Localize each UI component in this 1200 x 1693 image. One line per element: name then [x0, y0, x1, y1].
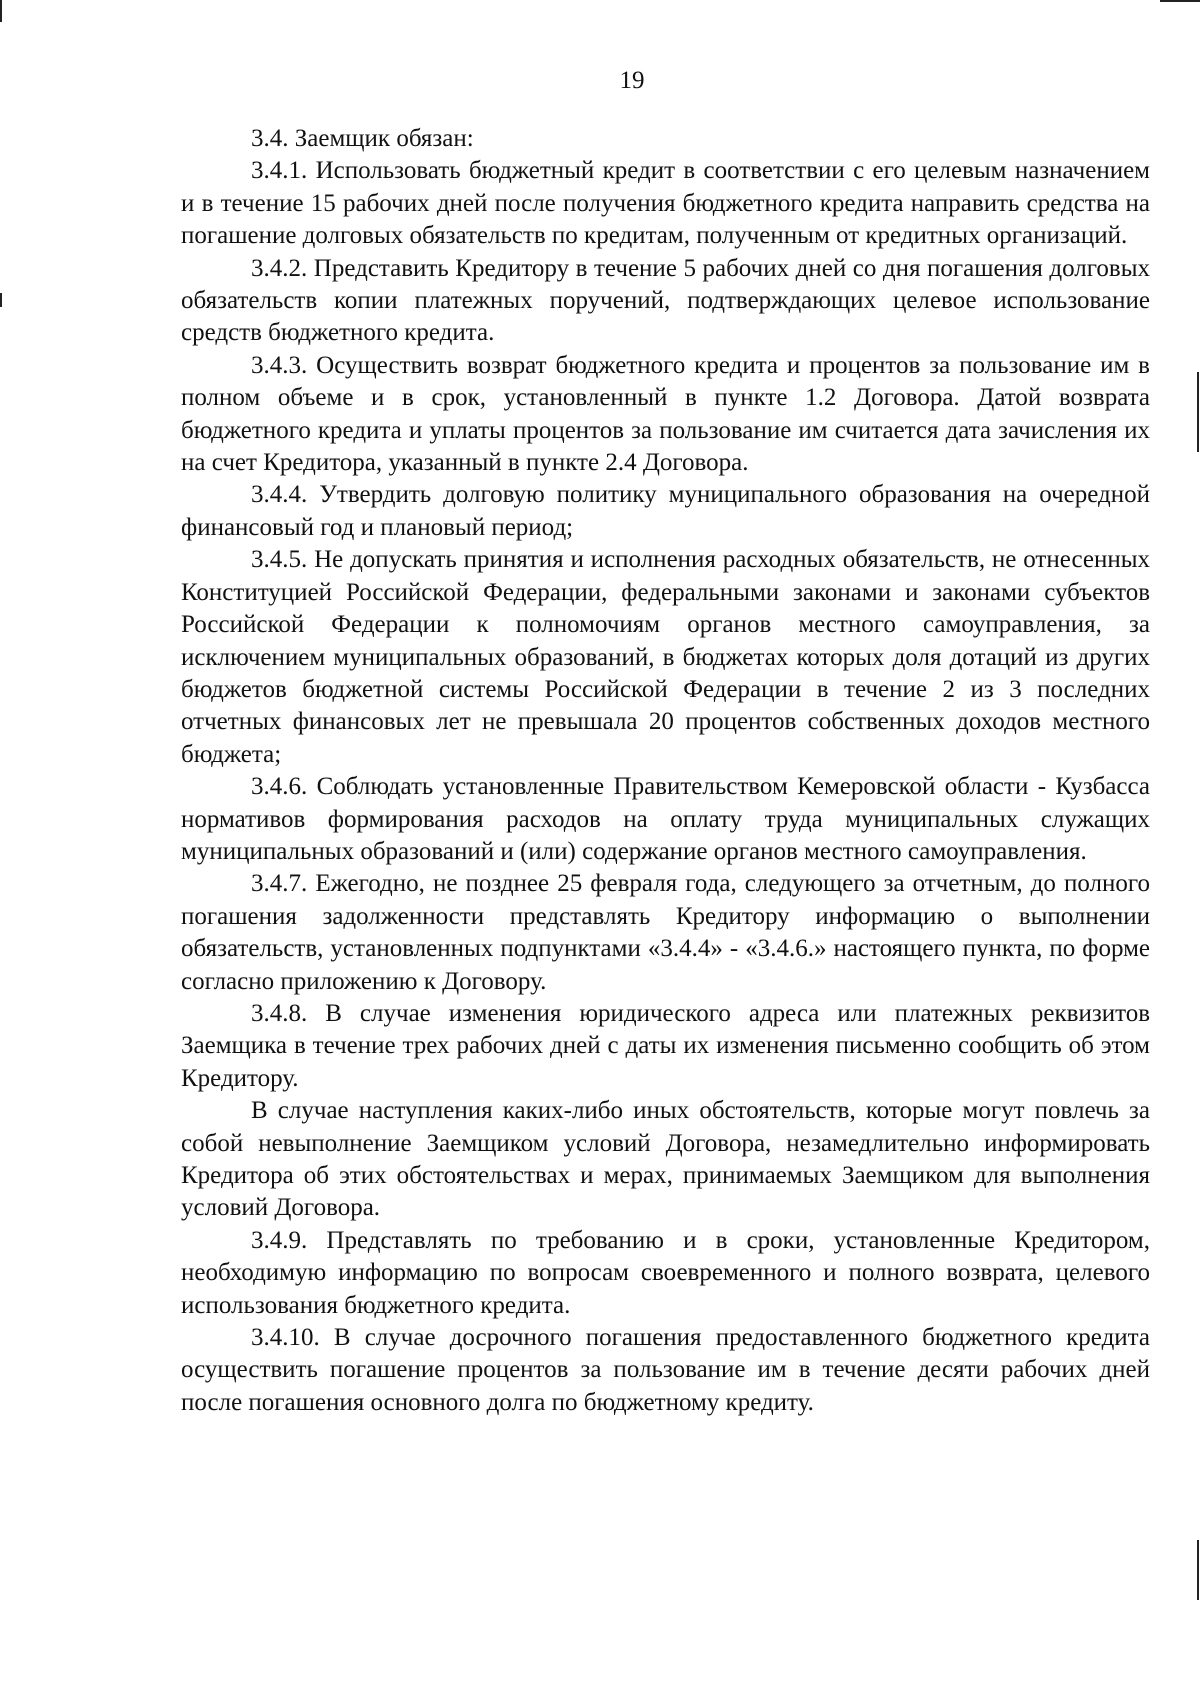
paragraph-3-4-6: 3.4.6. Соблюдать установленные Правительством Кемеровской области - Кузбасса нормативов формирования расходов на оплату труда муниципальных служащих муниципальных образований и (или) содержание органов местного самоуправления.	[181, 773, 1150, 865]
scan-edge-mark-left	[0, 293, 2, 307]
paragraph-3-4-4: 3.4.4. Утвердить долговую политику муниципального образования на очередной финансовый год и плановый период;	[181, 481, 1150, 541]
paragraph-3-4-7: 3.4.7. Ежегодно, не позднее 25 февраля года, следующего за отчетным, до полного погашения задолженности представлять Кредитору информацию о выполнении обязательств, установленных подпунктами «3.4.4» - «3.4.6.» настоящего пункта, по форме согласно приложению к Договору.	[181, 870, 1150, 995]
paragraph-3-4-8-continued: В случае наступления каких-либо иных обстоятельств, которые могут повлечь за собой невыполнение Заемщиком условий Договора, незамедлительно информировать Кредитора об этих обстоятельствах и мерах, принимаемых Заемщиком для выполнения условий Договора.	[181, 1097, 1150, 1222]
paragraph-3-4-2: 3.4.2. Представить Кредитору в течение 5 рабочих дней со дня погашения долговых обязательств копии платежных поручений, подтверждающих целевое использование средств бюджетного кредита.	[181, 254, 1150, 347]
page-number: 19	[619, 67, 645, 94]
paragraph-3-4-3: 3.4.3. Осуществить возврат бюджетного кредита и процентов за пользование им в полном объеме и в срок, установленный в пункте 1.2 Договора. Датой возврата бюджетного кредита и уплаты процентов за пользование им считается дата зачисления их на счет Кредитора, указанный в пункте 2.4 Договора.	[181, 351, 1150, 477]
paragraph-3-4-9: 3.4.9. Представлять по требованию и в сроки, установленные Кредитором, необходимую информацию по вопросам своевременного и полного возврата, целевого использования бюджетного кредита.	[181, 1226, 1150, 1319]
paragraph-3-4-1: 3.4.1. Использовать бюджетный кредит в соответствии с его целевым назначением и в течение 15 рабочих дней после получения бюджетного кредита направить средства на погашение долговых обязательств по кредитам, полученным от кредитных организаций.	[181, 157, 1150, 250]
paragraph-3-4-10: 3.4.10. В случае досрочного погашения предоставленного бюджетного кредита осуществить погашение процентов за пользование им в течение десяти рабочих дней после погашения основного долга по бюджетному кредиту.	[181, 1324, 1150, 1416]
scan-edge-mark-bottom-right	[1197, 1540, 1199, 1600]
paragraph-3-4: 3.4. Заемщик обязан:	[251, 125, 474, 152]
paragraph-3-4-5: 3.4.5. Не допускать принятия и исполнения расходных обязательств, не отнесенных Конституцией Российской Федерации, федеральными законами и законами субъектов Российской Федерации к полномочиям органов местного самоуправления, за исключением муниципальных образований, в бюджетах которых доля дотаций из других бюджетов бюджетной системы Российской Федерации в течение 2 из 3 последних отчетных финансовых лет не превышала 20 процентов собственных доходов местного бюджета;	[181, 546, 1150, 768]
scan-edge-mark-top-left	[0, 0, 2, 22]
scan-edge-mark-right	[1197, 372, 1199, 452]
document-body	[181, 123, 1150, 1419]
scan-edge-mark-top-right	[1160, 0, 1200, 2]
paragraph-3-4-8: 3.4.8. В случае изменения юридического адреса или платежных реквизитов Заемщика в течение трех рабочих дней с даты их изменения письменно сообщить об этом Кредитору.	[181, 999, 1150, 1092]
